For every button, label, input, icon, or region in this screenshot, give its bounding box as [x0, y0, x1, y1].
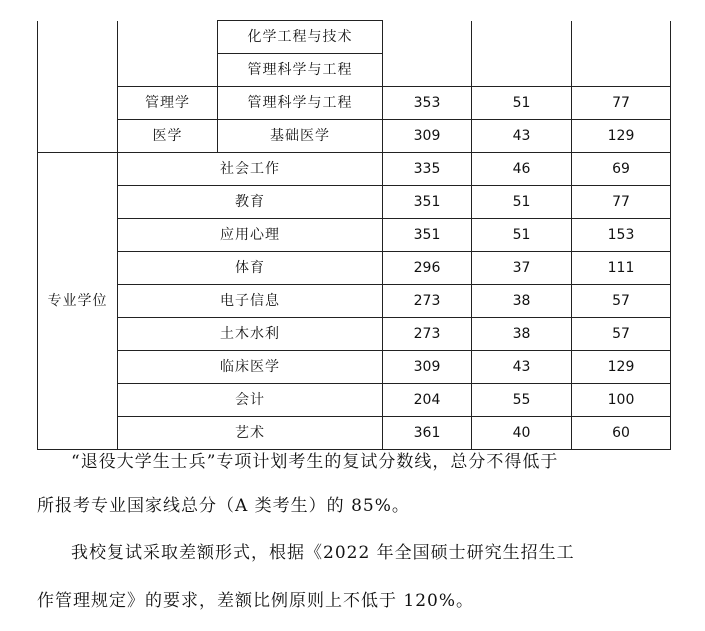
discipline-group-cell [38, 21, 118, 153]
degree-group-cell: 专业学位 [38, 153, 118, 450]
major-cell: 艺术 [118, 417, 383, 450]
paragraph-retest-line-2: 作管理规定》的要求，差额比例原则上不低于 120%。 [37, 591, 475, 611]
category-cell: 管理学 [118, 87, 218, 120]
subject-150-cell: 57 [572, 318, 671, 351]
major-cell: 会计 [118, 384, 383, 417]
subject-150-cell: 77 [572, 186, 671, 219]
major-cell: 管理科学与工程 [218, 87, 383, 120]
total-score-cell: 351 [383, 219, 472, 252]
table-row-academic [38, 120, 671, 153]
category-cell [118, 21, 218, 87]
score-table-body [38, 21, 671, 450]
table-row-professional [38, 285, 671, 318]
major-cell: 应用心理 [118, 219, 383, 252]
subject-100-cell: 40 [472, 417, 572, 450]
major-cell: 基础医学 [218, 120, 383, 153]
table-row-professional [38, 186, 671, 219]
subject-150-cell: 111 [572, 252, 671, 285]
major-cell: 管理科学与工程 [218, 54, 383, 87]
category-cell: 医学 [118, 120, 218, 153]
subject-150-cell: 69 [572, 153, 671, 186]
paragraph-veteran-line-2: 所报考专业国家线总分（A 类考生）的 85%。 [37, 496, 410, 516]
subject-100-cell: 51 [472, 219, 572, 252]
subject-150-cell: 129 [572, 351, 671, 384]
subject-100-cell: 37 [472, 252, 572, 285]
table-row-professional [38, 417, 671, 450]
total-score-cell: 353 [383, 87, 472, 120]
subject-100-cell: 46 [472, 153, 572, 186]
score-table [37, 20, 671, 450]
major-cell: 土木水利 [118, 318, 383, 351]
subject-150-cell [572, 21, 671, 87]
total-score-cell: 309 [383, 351, 472, 384]
paragraph-retest-line-1: 我校复试采取差额形式，根据《2022 年全国硕士研究生招生工 [71, 543, 575, 563]
table-row-professional [38, 219, 671, 252]
table-row-professional [38, 384, 671, 417]
subject-150-cell: 77 [572, 87, 671, 120]
subject-150-cell: 60 [572, 417, 671, 450]
subject-150-cell: 153 [572, 219, 671, 252]
total-score-cell: 273 [383, 285, 472, 318]
total-score-cell: 351 [383, 186, 472, 219]
table-row-professional [38, 318, 671, 351]
subject-100-cell [472, 21, 572, 87]
major-cell: 电子信息 [118, 285, 383, 318]
subject-100-cell: 38 [472, 318, 572, 351]
total-score-cell: 309 [383, 120, 472, 153]
subject-100-cell: 55 [472, 384, 572, 417]
major-cell: 教育 [118, 186, 383, 219]
major-cell: 临床医学 [118, 351, 383, 384]
major-cell: 社会工作 [118, 153, 383, 186]
paragraph-veteran-line-1: “退役大学生士兵”专项计划考生的复试分数线，总分不得低于 [71, 452, 559, 472]
table-row-professional [38, 351, 671, 384]
subject-150-cell: 129 [572, 120, 671, 153]
total-score-cell: 361 [383, 417, 472, 450]
total-score-cell: 204 [383, 384, 472, 417]
subject-150-cell: 57 [572, 285, 671, 318]
subject-100-cell: 51 [472, 186, 572, 219]
total-score-cell: 296 [383, 252, 472, 285]
table-row-professional [38, 252, 671, 285]
table-row-continued [38, 21, 671, 54]
major-cell: 化学工程与技术 [218, 21, 383, 54]
subject-100-cell: 38 [472, 285, 572, 318]
subject-150-cell: 100 [572, 384, 671, 417]
total-score-cell: 273 [383, 318, 472, 351]
table-row-professional [38, 153, 671, 186]
subject-100-cell: 43 [472, 351, 572, 384]
major-cell: 体育 [118, 252, 383, 285]
total-score-cell [383, 21, 472, 87]
total-score-cell: 335 [383, 153, 472, 186]
table-row-academic [38, 87, 671, 120]
subject-100-cell: 43 [472, 120, 572, 153]
subject-100-cell: 51 [472, 87, 572, 120]
